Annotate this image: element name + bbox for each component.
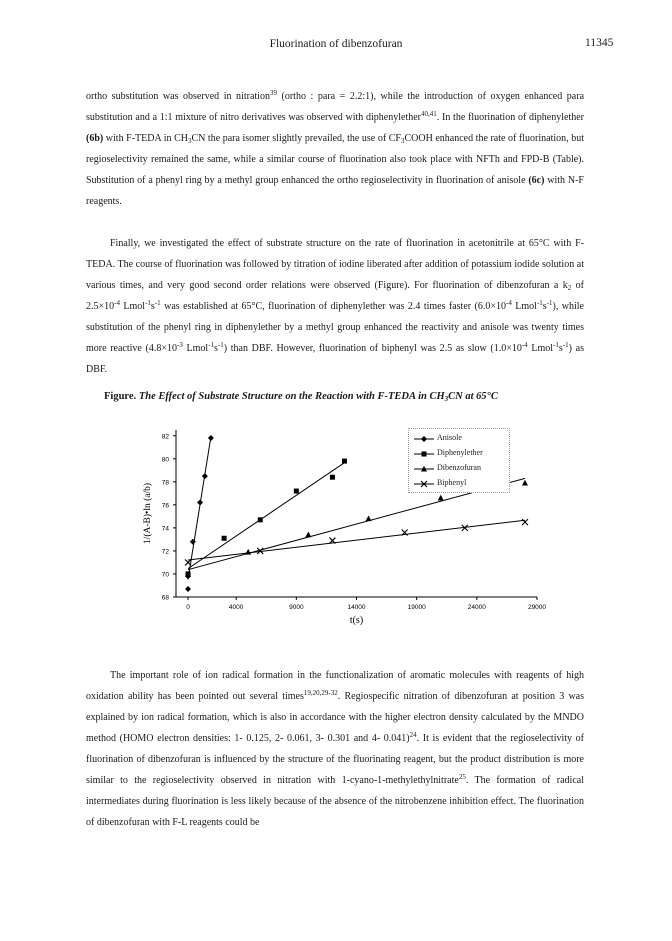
data-point-biphenyl: [185, 559, 191, 565]
data-point-diphenylether: [330, 475, 335, 480]
x-axis-label: t(s): [349, 615, 364, 626]
data-point-dibenzofuran: [245, 549, 251, 555]
legend-marker: [422, 452, 427, 457]
data-point-dibenzofuran: [366, 515, 372, 521]
y-tick-label: 82: [161, 433, 169, 441]
legend-swatch: [413, 464, 435, 474]
data-point-anisole: [197, 500, 203, 506]
data-point-diphenylether: [258, 517, 263, 522]
data-point-dibenzofuran: [438, 495, 444, 501]
legend-swatch: [413, 479, 435, 489]
legend-label: Dibenzofuran: [437, 463, 481, 472]
data-point-diphenylether: [294, 489, 299, 494]
y-tick-label: 68: [161, 594, 169, 602]
trend-line-diphenylether: [188, 463, 344, 569]
data-point-anisole: [185, 586, 191, 592]
x-tick-label: 19000: [407, 604, 426, 611]
data-point-anisole: [190, 539, 196, 545]
chart-legend: [408, 428, 510, 493]
y-tick-label: 78: [161, 479, 169, 487]
legend-swatch: [413, 434, 435, 444]
legend-label: Biphenyl: [437, 478, 467, 487]
paragraph-3: The important role of ion radical formation in the functionalization of aromatic molecules with reagents of high oxidation ability has been pointed out several times$^{19,20,29-32}$. Regiospecific nitration of dibenzofuran at position 3 was explained by ion radical formation, which is also in accordance with the higher electron density calculated by the MNDO method (HOMO electron densities: 1- 0.125, 2- 0.061, 3- 0.301 and 4- 0.041)$^{24}$. It is evident that the regioselectivity of fluorination of dibenzofuran is influenced by the structure of the fluorinating reagent, but the product distribution is more similar to the regioselectivity observed in nitration with 1-cyano-1-methylethylnitrate$^{25}$. The formation of radical intermediates during fluorination is less likely because of the absence of the nitrobenzene inhibition effect. The fluorination of dibenzofuran with F-L reagents could be: [86, 670, 584, 828]
legend-label: Diphenylether: [437, 448, 483, 457]
x-tick-label: 24000: [467, 604, 486, 611]
x-tick-label: 9000: [289, 604, 304, 611]
y-tick-label: 72: [161, 548, 169, 556]
data-point-anisole: [208, 435, 214, 441]
legend-label: Anisole: [437, 433, 462, 442]
data-point-diphenylether: [342, 459, 347, 464]
data-point-diphenylether: [222, 536, 227, 541]
figure-caption: Figure. The Effect of Substrate Structure on the Reaction with F-TEDA in $CH_3CN$ at 65°C: [104, 391, 498, 403]
trend-line-biphenyl: [188, 520, 525, 560]
data-point-dibenzofuran: [522, 480, 528, 486]
y-tick-label: 74: [161, 525, 169, 533]
legend-swatch: [413, 449, 435, 459]
y-axis-label: 1/(A-B)•ln (a/b): [143, 482, 153, 545]
y-tick-label: 70: [161, 571, 169, 579]
data-point-dibenzofuran: [305, 532, 311, 538]
data-point-anisole: [202, 473, 208, 479]
x-tick-label: 4000: [228, 604, 244, 611]
legend-marker: [421, 436, 427, 442]
paragraph-1: ortho substitution was observed in nitration$^{39}$ (ortho : para = 2.2:1), while the introduction of oxygen enhanced para substitution and a 1:1 mixture of nitro derivatives was observed with diphenylether$^{40,41}$. In the fluorination of diphenylether (6b) with F-TEDA in $CH_3CN$ the para isomer slightly prevailed, the use of $CF_3COOH$ enhanced the rate of fluorination, but regioselectivity remained the same, while a similar course of fluorination also took place with NFTh and FPD-B (Table). Substitution of a phenyl ring by a methyl group enhanced the ortho regioselectivity in fluorination of anisole (6c) with N-F reagents.: [86, 89, 585, 207]
running-header: Fluorination of dibenzofuran: [269, 38, 403, 50]
x-tick-label: 0: [186, 604, 190, 611]
paragraph-2: Finally, we investigated the effect of substrate structure on the rate of fluorination in acetonitrile at 65°C with F-TEDA. The course of fluorination was followed by titration of iodine liberated after addition of potassium iodide solution at various times, and very good second order relations were observed (Figure). For fluorination of dibenzofuran a $k_2$ of $2.5\times 10^{-4}$ $Lmol^{-1}s^{-1}$ was established at 65°C, fluorination of diphenylether was 2.4 times faster ($6.0\times 10^{-4}$ $Lmol^{-1}s^{-1}$), while substitution of the phenyl ring in diphenylether by a methyl group enhanced the reactivity and anisole was twenty times more reactive ($4.8\times 10^{-3}$ $Lmol^{-1}s^{-1}$) than DBF. However, fluorination of biphenyl was 2.5 as slow ($1.0\times 10^{-4}$ $Lmol^{-1}s^{-1}$) as DBF.: [86, 238, 584, 375]
x-tick-label: 29000: [527, 604, 547, 611]
page-number: 11345: [585, 37, 614, 49]
data-point-biphenyl: [522, 519, 528, 525]
y-tick-label: 80: [161, 456, 169, 464]
x-tick-label: 14000: [347, 604, 366, 611]
y-tick-label: 76: [161, 502, 169, 510]
